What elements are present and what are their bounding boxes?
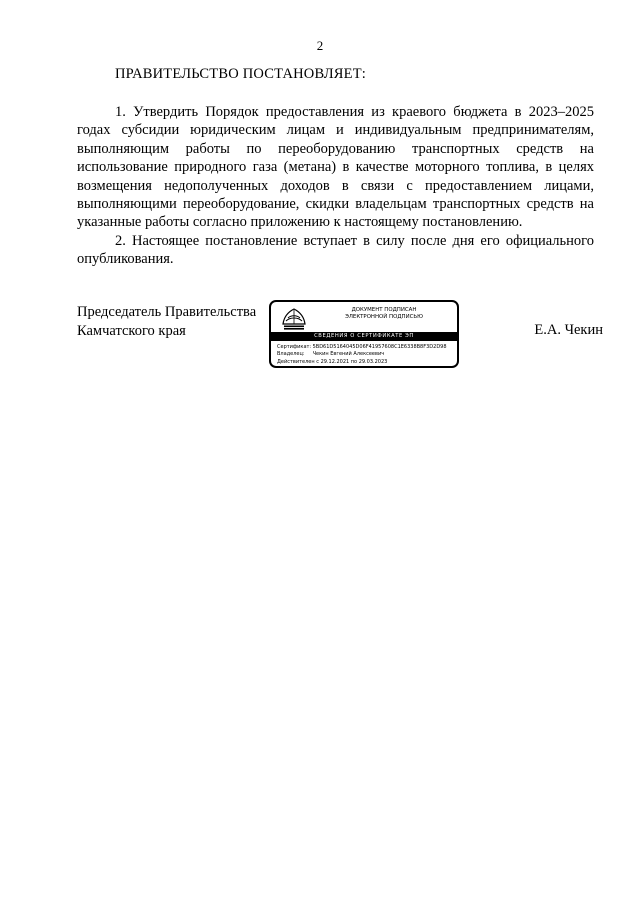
page-number: 2 (316, 38, 324, 53)
stamp-owner-row (277, 351, 457, 358)
paragraph-1: 1. Утвердить Порядок предоставления из краевого бюджета в 2023–2025 годах субсидии юридическим лицам и индивидуальным предпринимателям, выполняющим работы по переоборудованию транспортных средств на использование природного газа (метана) в качестве моторного топлива, в целях возмещения недополученных доходов в связи с предоставлением лицами, выполняющими переоборудование, скидки владельцам транспортных средств на указанные работы согласно приложению к настоящему постановлению. (77, 104, 594, 231)
stamp-header-line-1: ДОКУМЕНТ ПОДПИСАН (351, 307, 417, 313)
signer-title (77, 303, 256, 340)
owner-label: Владелец: (277, 351, 305, 358)
stamp-details (277, 344, 457, 366)
resolution-body (77, 103, 594, 269)
certificate-value: 5BD61D5164045D06F41957608C1E6338B8F3D2D98 (312, 344, 447, 350)
stamp-certificate-band: СВЕДЕНИЯ О СЕРТИФИКАТЕ ЭП (271, 332, 457, 341)
stamp-header (313, 307, 455, 320)
stamp-header-line-2: ЭЛЕКТРОННОЙ ПОДПИСЬЮ (345, 313, 423, 320)
resolution-heading: ПРАВИТЕЛЬСТВО ПОСТАНОВЛЯЕТ: (115, 66, 367, 82)
stamp-validity-row (277, 359, 457, 366)
signer-title-line-1: Председатель Правительства (77, 304, 257, 320)
signer-name: Е.А. Чекин (534, 322, 603, 338)
emblem-icon (281, 307, 307, 331)
signer-title-line-2: Камчатского края (77, 322, 186, 339)
certificate-label: Сертификат: (277, 344, 312, 350)
valid-value: 29.12.2021 по 29.03.2023 (320, 358, 388, 365)
valid-label: Действителен с (277, 358, 319, 365)
owner-value: Чекин Евгений Алексеевич (312, 351, 385, 358)
electronic-signature-stamp (269, 300, 459, 368)
paragraph-2: 2. Настоящее постановление вступает в силу после дня его официального опубликования. (77, 232, 594, 268)
